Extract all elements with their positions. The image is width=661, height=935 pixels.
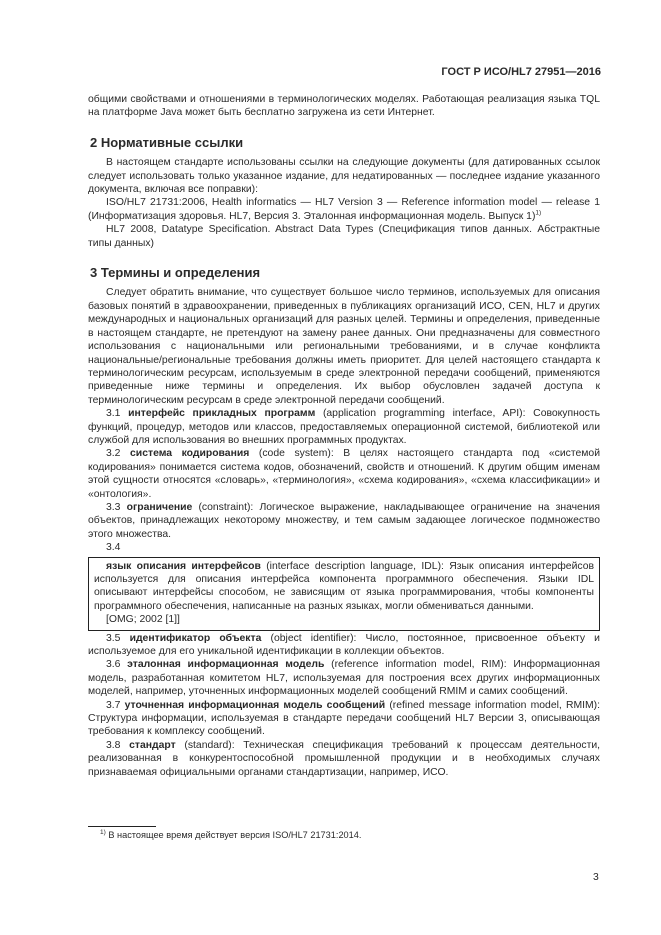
term-3-2: 3.2 система кодирования (code system): В целях настоящего стандарта под «системой кодирования» понимается система кодов, обозначений, свойств и отношений. К другим общим именам этой сущности относятся «словарь», «терминология», «схема кодирования», «схема классификации» и «онтология». xyxy=(88,448,601,500)
term-3-4-box xyxy=(88,557,600,631)
intro-paragraph: общими свойствами и отношениями в терминологических моделях. Работающая реализация языка TQL на платформе Java может быть бесплатно загружена из сети Интернет. xyxy=(88,94,600,119)
term-3-7: 3.7 уточненная информационная модель сообщений (refined message information model, RMIM): Структура информации, используемая в стандарте передачи сообщений HL7 Версии 3, описывающая требования к комплексу сообщений. xyxy=(88,699,601,738)
term-3-8: 3.8 стандарт (standard): Техническая спецификация требований к процессам деятельности, реализованная в конкурентоспособной промышленной продукции и в необходимых случаях признаваемая официальными органами стандартизации, например, ИСО. xyxy=(88,739,601,778)
document-header: ГОСТ Р ИСО/HL7 27951—2016 xyxy=(441,66,601,78)
section-3-paragraph: Следует обратить внимание, что существует большое число терминов, используемых для описания базовых понятий в здравоохранении, приведенных в публикациях организаций ИСО, CEN, HL7 и других международных и национальных организаций для разных целей. Термины и определения, приведенные в настоящем стандарте, не претендуют на замену ранее данных. Они предназначены для совместного использования с национальными или региональными требованиями, и в случае конфликта национальные/региональные требования должны иметь приоритет. Для целей настоящего стандарта к терминологическим ресурсам, используемым в среде электронной передачи сообщений, применяются приведенные ниже термины и определения. Их выбор обусловлен задачей доступа к терминологическим ресурсам в среде электронной передачи сообщений. xyxy=(88,287,600,406)
term-3-6: 3.6 эталонная информационная модель (reference information model, RIM): Информационная модель, разработанная комитетом HL7, используемая для построения всех других информационных моделей, например, уточненных информационных моделей сообщений RMIM и самих сообщений. xyxy=(88,659,600,698)
term-3-4-source: [OMG; 2002 [1]] xyxy=(106,614,180,626)
term-3-4-number: 3.4 xyxy=(106,542,121,554)
footnote-marker[interactable]: 1) xyxy=(535,209,542,217)
term-3-3: 3.3 ограничение (constraint): Логическое выражение, накладывающее ограничение на значения объектов, принадлежащих некоторому множеству, и тем самым задающее логическое подмножество этого множества. xyxy=(88,501,601,540)
reference-1 xyxy=(88,196,600,223)
footnote: $^{1)}$ В настоящее время действует версия ISO/HL7 21731:2014. xyxy=(100,828,362,840)
section-3-heading: 3 Термины и определения xyxy=(90,265,261,281)
term-3-5: 3.5 идентификатор объекта (object identifier): Число, постоянное, присвоенное объекту и используемое для его уникальной идентификации в коллекции объектов. xyxy=(88,632,600,658)
page-body xyxy=(88,93,600,779)
footnote-divider xyxy=(88,826,156,827)
section-2-heading: 2 Нормативные ссылки xyxy=(90,134,244,150)
section-2-paragraph: В настоящем стандарте использованы ссылки на следующие документы (для датированных ссылок следует использовать только указанное издание, для недатированных — последнее издание указанного документа, включая все поправки): xyxy=(88,157,600,196)
term-3-4: язык описания интерфейсов (interface description language, IDL): Язык описания интерфейсов используется для описания интерфейса компонента программного обеспечения. Языки IDL описывают интерфейсы способом, не зависящим от языка программирования, чтобы компоненты программного обеспечения, написанные на разных языках, могли обмениваться данными. xyxy=(94,560,594,612)
term-3-1: 3.1 интерфейс прикладных программ (application programming interface, API): Совокупность функций, процедур, методов или классов, предоставляемых операционной системой, библиотекой или службой для использования во внешних программных продуктах. xyxy=(88,408,601,446)
reference-2: HL7 2008, Datatype Specification. Abstract Data Types (Спецификация типов данных. Абстрактные типы данных) xyxy=(88,224,600,249)
page-number: 3 xyxy=(593,872,599,883)
reference-1-text: ISO/HL7 21731:2006, Health informatics — HL7 Version 3 — Reference information model — release 1 (Информатизация здоровья. HL7, Версия 3. Эталонная информационная модель. Выпуск 1) xyxy=(88,197,600,222)
